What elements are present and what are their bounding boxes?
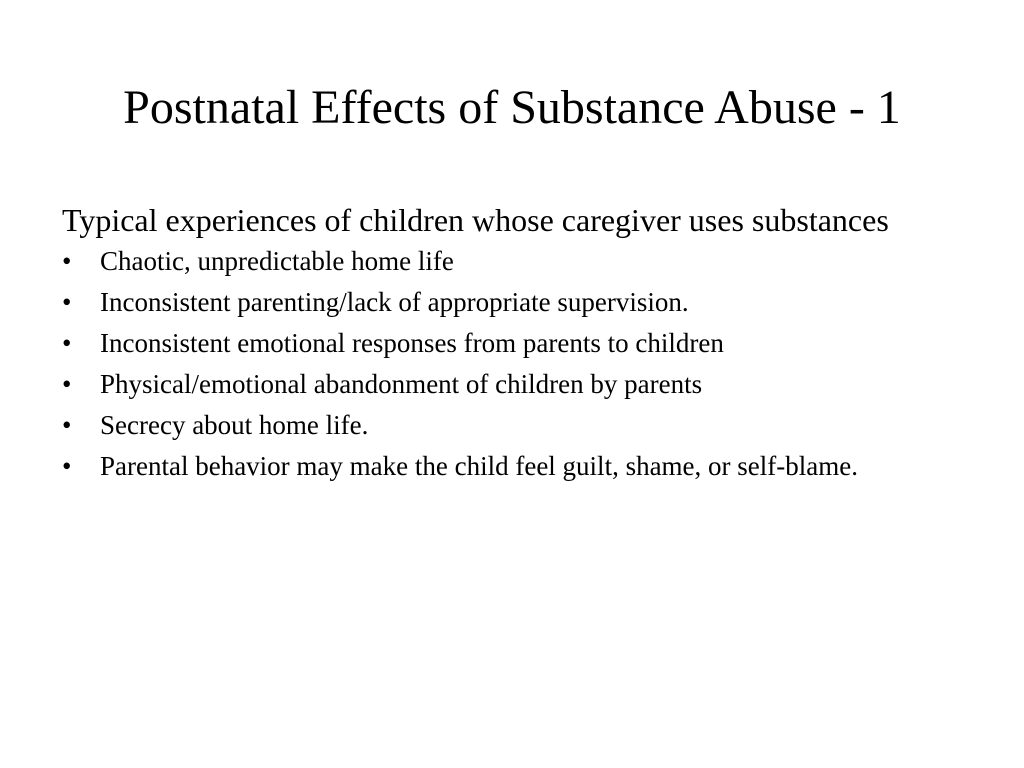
bullet-item	[62, 287, 962, 318]
bullet-icon: •	[62, 369, 72, 399]
bullet-item	[62, 369, 962, 400]
bullet-icon: •	[62, 246, 72, 276]
bullet-text: Inconsistent parenting/lack of appropriate supervision.	[100, 287, 689, 317]
bullet-text: Inconsistent emotional responses from parents to children	[100, 328, 724, 358]
bullet-item	[62, 451, 962, 482]
bullet-item	[62, 246, 962, 277]
bullet-icon: •	[62, 328, 72, 358]
bullet-icon: •	[62, 451, 72, 481]
bullet-icon: •	[62, 410, 72, 440]
bullet-list	[62, 246, 962, 482]
bullet-item	[62, 410, 962, 441]
intro-text: Typical experiences of children whose caregiver uses substances	[62, 202, 889, 238]
bullet-text: Secrecy about home life.	[100, 410, 369, 440]
bullet-item	[62, 328, 962, 359]
slide-title: Postnatal Effects of Substance Abuse - 1	[123, 81, 901, 134]
slide-body	[62, 202, 962, 492]
bullet-text: Parental behavior may make the child feel guilt, shame, or self-blame.	[100, 451, 858, 481]
bullet-text: Chaotic, unpredictable home life	[100, 246, 454, 276]
bullet-icon: •	[62, 287, 72, 317]
bullet-text: Physical/emotional abandonment of children by parents	[100, 369, 703, 399]
